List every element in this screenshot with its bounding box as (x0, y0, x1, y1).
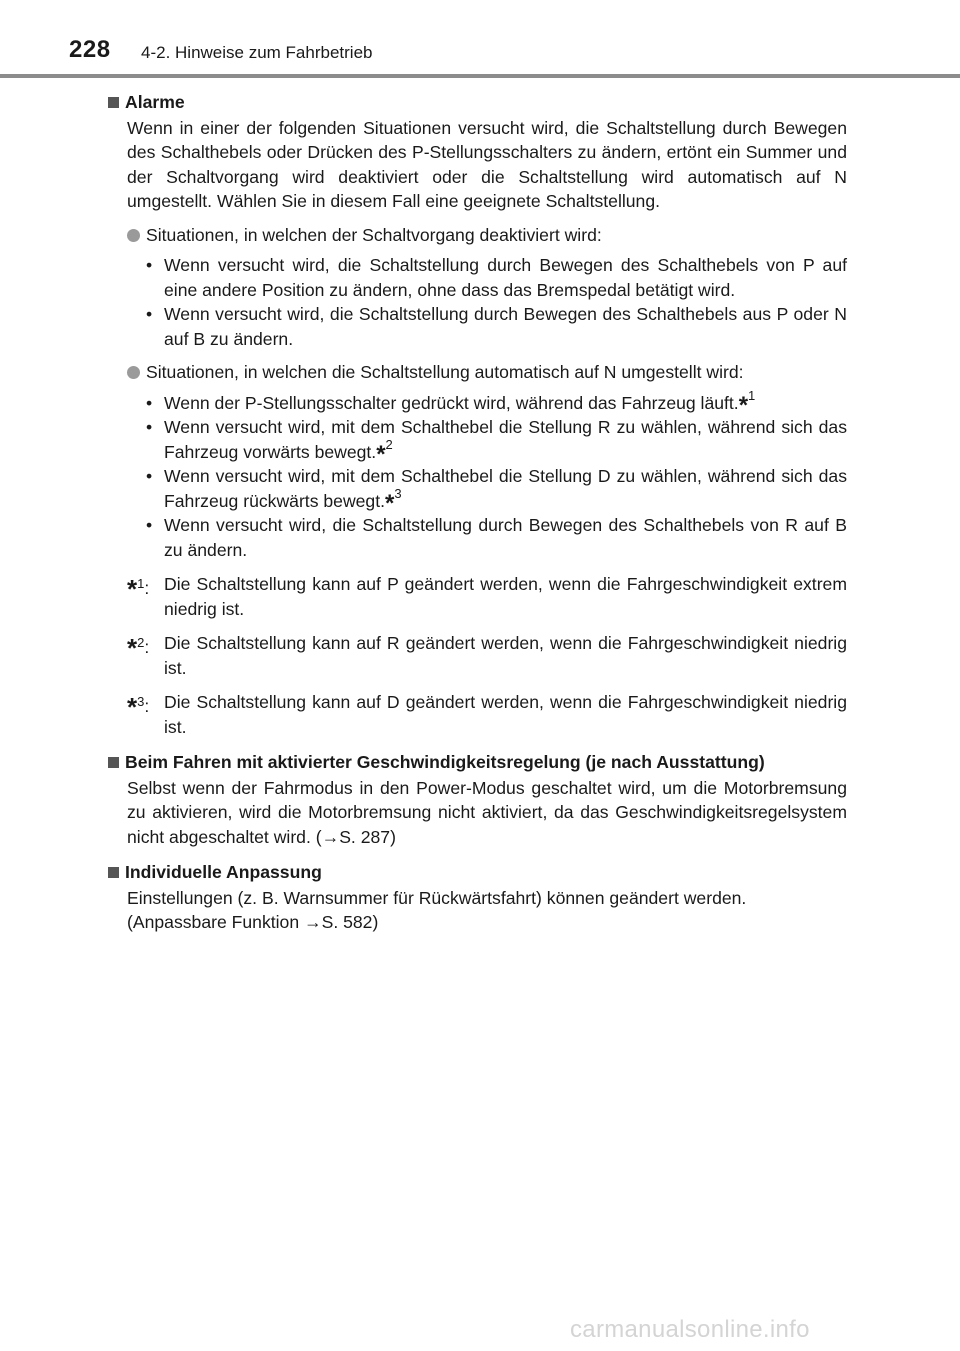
subheading-text: Situationen, in welchen der Schaltvorgang deaktiviert wird: (146, 224, 602, 245)
list-item: • Wenn versucht wird, die Schaltstellung durch Bewegen des Schalthebels von P auf eine andere Position zu ändern, ohne dass das Bremspedal betätigt wird. (146, 253, 847, 302)
footnote-ref: 2 (385, 436, 393, 452)
circle-bullet-icon (127, 229, 140, 242)
page-number: 228 (69, 36, 111, 63)
asterisk-mark: * (385, 489, 395, 517)
footnote-3 (127, 690, 847, 739)
section-heading-alarme (108, 90, 847, 115)
footnote-ref: 3 (394, 485, 402, 501)
section-title: Beim Fahren mit aktivierter Geschwindigkeitsregelung (je nach Ausstattung) (125, 752, 765, 772)
square-bullet-icon (108, 757, 119, 768)
circle-bullet-icon (127, 366, 140, 379)
bullet-list (127, 387, 847, 563)
list-item: • Wenn versucht wird, mit dem Schalthebel die Stellung D zu wählen, während sich das Fahrzeug rückwärts bewegt.*$^3$ (146, 464, 847, 513)
asterisk-mark: * (376, 440, 386, 468)
footnote-marker: *$^1$: (127, 574, 150, 604)
footnote-marker: *$^3$: (127, 692, 150, 722)
footnote-ref: 1 (748, 387, 756, 403)
footnote-text: Die Schaltstellung kann auf R geändert werden, wenn die Fahrgeschwindigkeit niedrig ist. (164, 633, 847, 678)
page-content (108, 90, 847, 935)
list-item: • Wenn versucht wird, die Schaltstellung durch Bewegen des Schalthebels aus P oder N auf B zu ändern. (146, 302, 847, 351)
section-body-custom (108, 886, 847, 935)
footnote-1 (127, 572, 847, 621)
paragraph: Wenn in einer der folgenden Situationen versucht wird, die Schaltstellung durch Bewegen des Schalthebels oder Drücken des P-Stellungsschalters zu ändern, ertönt ein Summer und der Schaltvorgang wird deaktiviert oder die Schaltstellung wird automatisch auf N umgestellt. Wählen Sie in diesem Fall eine geeignete Schaltstellung. (127, 117, 847, 211)
footnote-text: Die Schaltstellung kann auf P geändert werden, wenn die Fahrgeschwindigkeit extrem niedrig ist. (164, 574, 847, 619)
subheading (127, 360, 847, 385)
footnote-text: Die Schaltstellung kann auf D geändert werden, wenn die Fahrgeschwindigkeit niedrig ist. (164, 692, 847, 737)
asterisk-mark: * (738, 391, 749, 419)
list-item: • Wenn versucht wird, die Schaltstellung durch Bewegen des Schalthebels von R auf B zu ändern. (146, 513, 847, 562)
header-divider (0, 74, 960, 78)
section-heading-custom (108, 860, 847, 885)
footnote-2 (127, 631, 847, 680)
section-title: Individuelle Anpassung (125, 862, 322, 882)
watermark: carmanualsonline.info (570, 1316, 810, 1343)
chapter-title: 4-2. Hinweise zum Fahrbetrieb (141, 43, 373, 62)
page-header (0, 0, 960, 78)
section-title: Alarme (125, 92, 185, 112)
square-bullet-icon (108, 867, 119, 878)
paragraph: Selbst wenn der Fahrmodus in den Power-Modus geschaltet wird, um die Motorbremsung zu aktivieren, wird die Motorbremsung nicht aktiviert, da das Geschwindigkeitsregelsystem nicht abgeschaltet wird. (→S. 287) (127, 777, 847, 847)
section-body-cruise (108, 776, 847, 850)
section-heading-cruise (108, 750, 847, 775)
subheading-text: Situationen, in welchen die Schaltstellung automatisch auf N umgestellt wird: (146, 362, 744, 382)
footnote-marker: *$^2$: (127, 633, 150, 663)
square-bullet-icon (108, 97, 119, 108)
paragraph-line: Einstellungen (z. B. Warnsummer für Rückwärtsfahrt) können geändert werden. (127, 887, 747, 908)
paragraph-line: (Anpassbare Funktion →S. 582) (127, 912, 379, 932)
subheading (127, 223, 847, 248)
list-item: • Wenn der P-Stellungsschalter gedrückt wird, während das Fahrzeug läuft.*$^1$ (146, 391, 847, 416)
list-item: • Wenn versucht wird, mit dem Schalthebel die Stellung R zu wählen, während sich das Fahrzeug vorwärts bewegt.*$^2$ (146, 415, 847, 464)
bullet-list (127, 253, 847, 351)
section-body-alarme (108, 116, 847, 740)
